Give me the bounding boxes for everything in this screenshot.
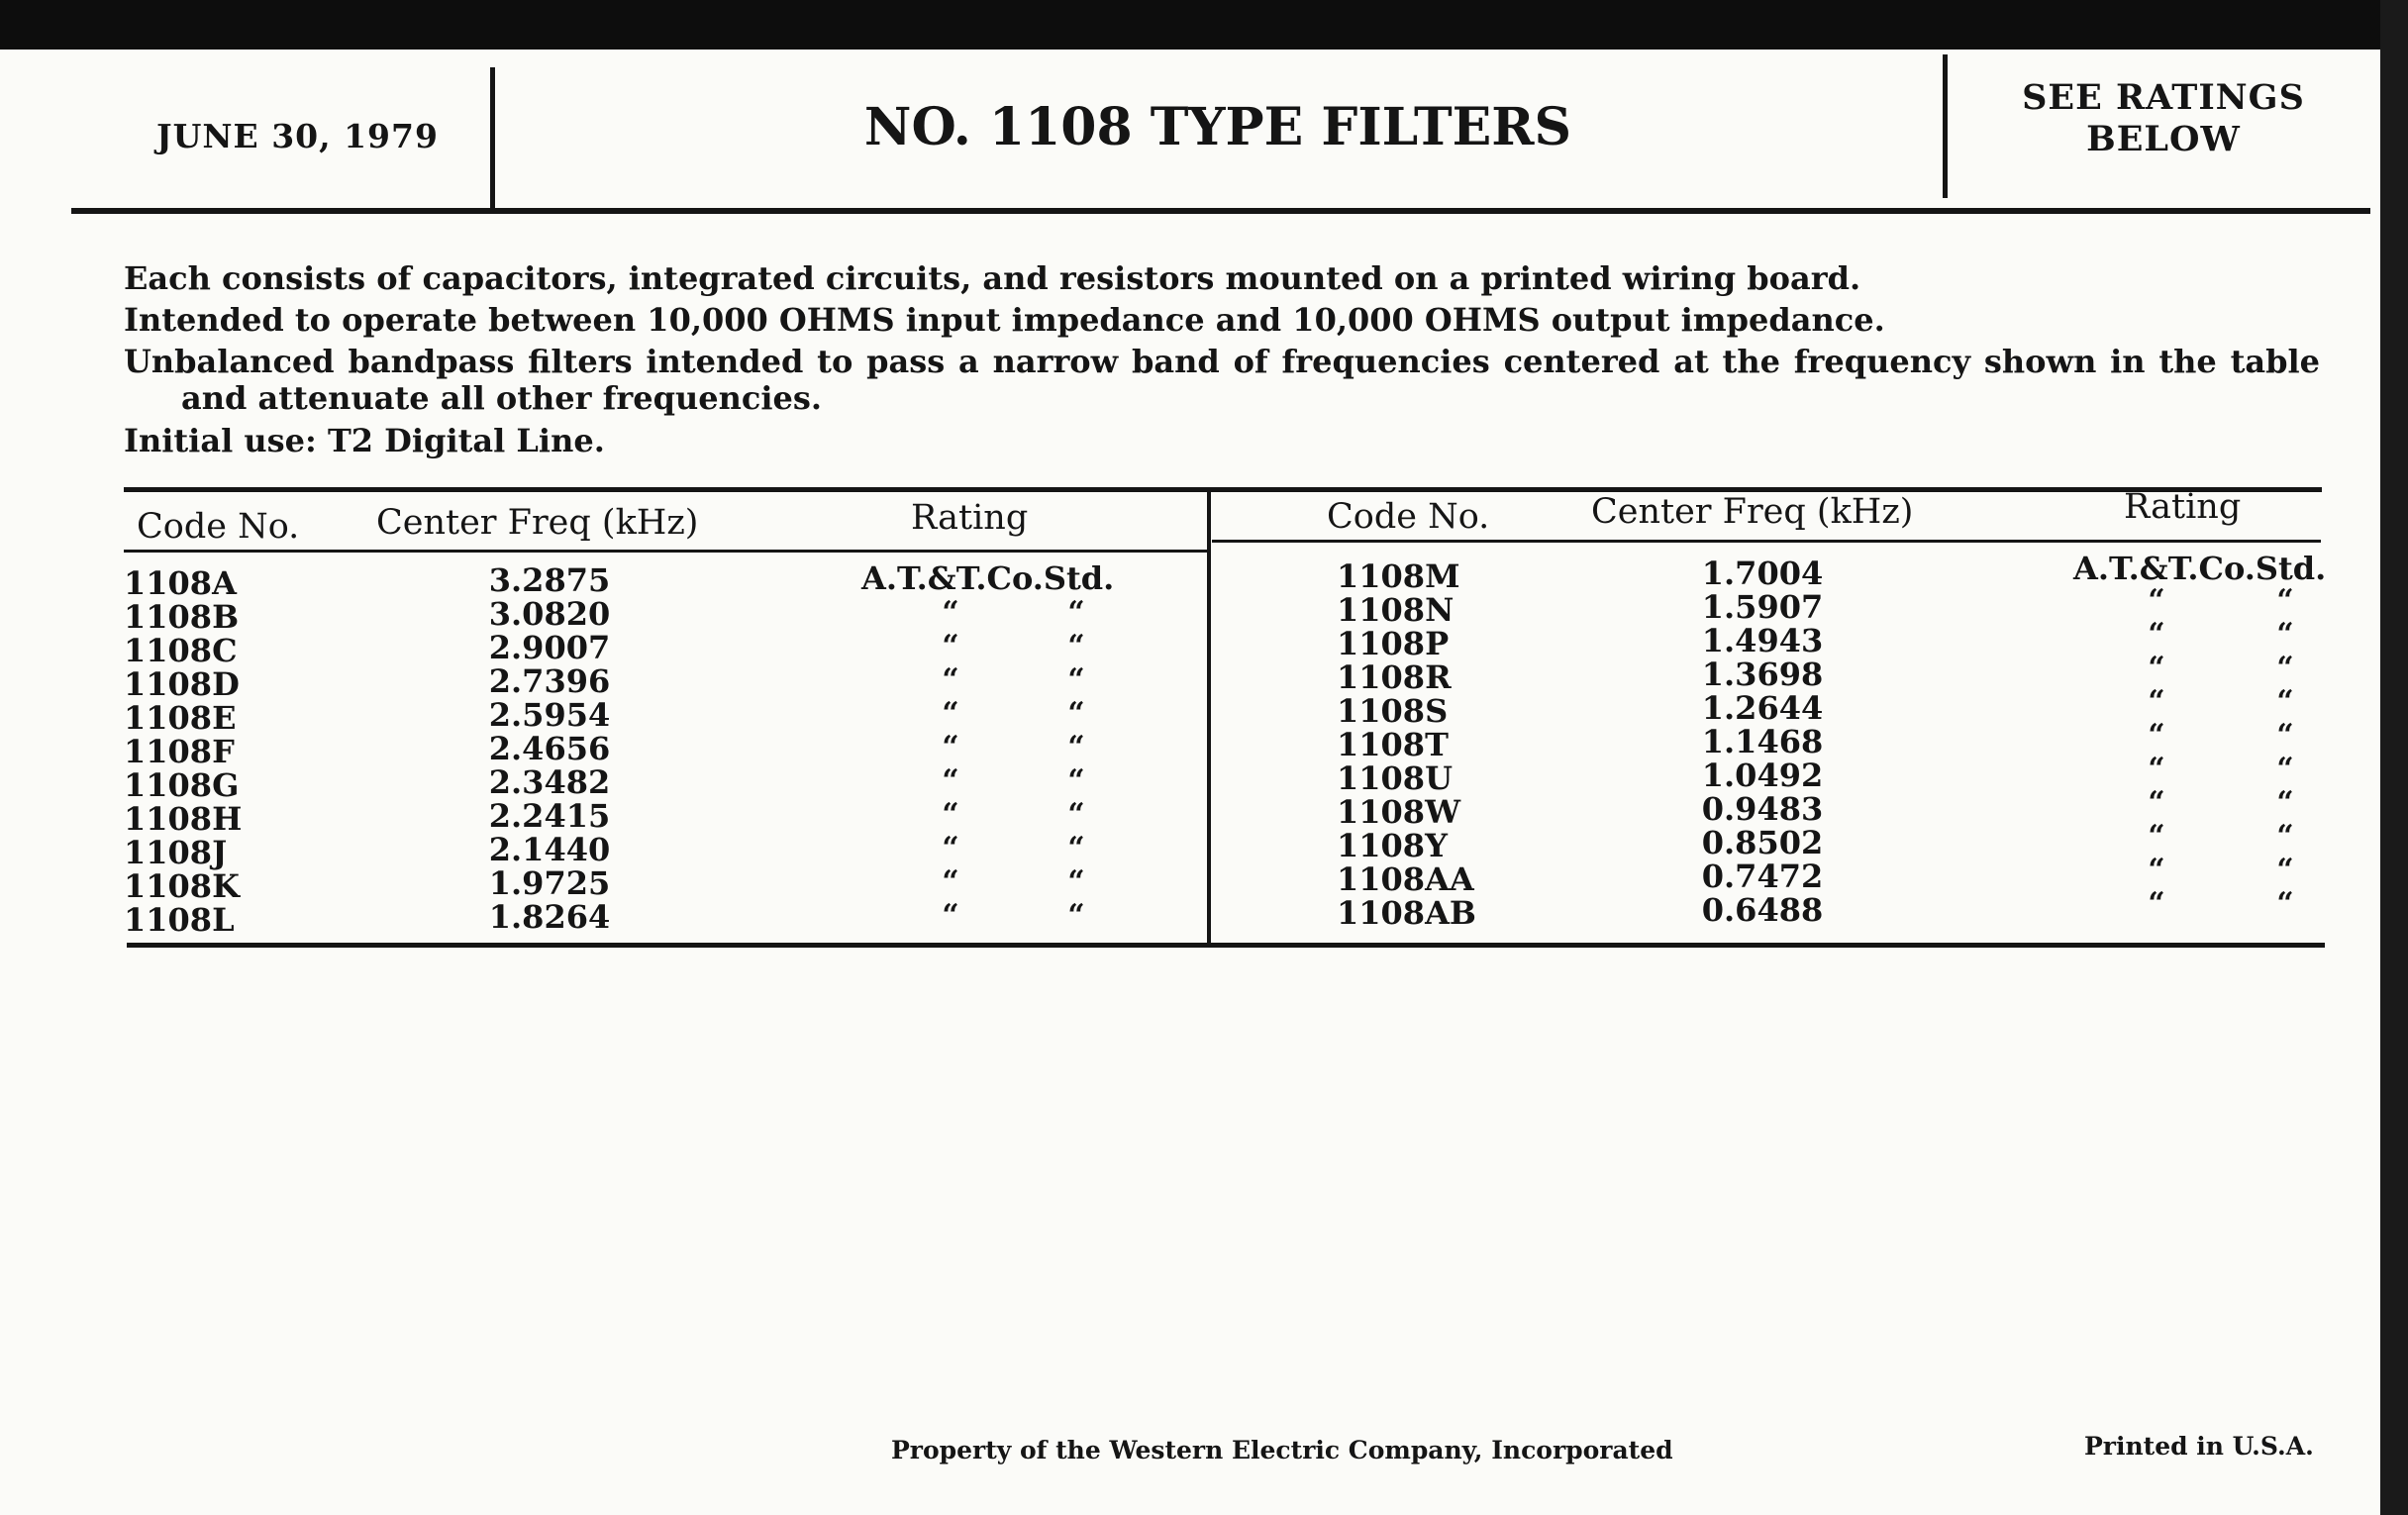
ditto-mark: “ bbox=[2148, 583, 2165, 618]
description-line-2: Intended to operate between 10,000 OHMS input impedance and 10,000 OHMS output impedance. bbox=[124, 301, 1885, 339]
ditto-mark: “ bbox=[942, 831, 959, 865]
code-cell: 1108E bbox=[124, 699, 237, 737]
code-cell: 1108L bbox=[124, 901, 235, 939]
code-cell: 1108B bbox=[124, 598, 240, 636]
ditto-mark: “ bbox=[2276, 752, 2294, 786]
ditto-mark: “ bbox=[1067, 763, 1085, 798]
left-header-code: Code No. bbox=[137, 507, 300, 547]
ditto-mark: “ bbox=[2276, 684, 2294, 719]
right-rating-std: A.T.&T.Co.Std. bbox=[2073, 550, 2327, 587]
right-ditto-column-b bbox=[2270, 584, 2300, 921]
ditto-mark: “ bbox=[2148, 752, 2165, 786]
right-ditto-column-a bbox=[2142, 584, 2171, 921]
freq-cell: 2.4656 bbox=[488, 730, 611, 767]
ditto-mark: “ bbox=[1067, 629, 1085, 663]
initial-use: Initial use: T2 Digital Line. bbox=[124, 422, 605, 459]
freq-cell: 1.4943 bbox=[1701, 622, 1824, 659]
freq-cell: 1.1468 bbox=[1701, 723, 1824, 760]
left-code-column bbox=[124, 566, 242, 937]
ditto-mark: “ bbox=[942, 730, 959, 764]
right-header-rating: Rating bbox=[2124, 487, 2242, 527]
right-code-column bbox=[1337, 559, 1476, 930]
header-divider-right bbox=[1943, 54, 1948, 198]
ditto-mark: “ bbox=[1067, 595, 1085, 630]
ditto-mark: “ bbox=[2148, 617, 2165, 652]
ditto-mark: “ bbox=[942, 864, 959, 899]
ratings-note bbox=[1956, 77, 2371, 160]
freq-cell: 1.7004 bbox=[1701, 555, 1824, 592]
table-bottom-rule bbox=[127, 943, 2325, 948]
ditto-mark: “ bbox=[2276, 718, 2294, 753]
freq-cell: 0.8502 bbox=[1701, 824, 1824, 861]
ditto-mark: “ bbox=[2148, 819, 2165, 854]
ditto-mark: “ bbox=[942, 595, 959, 630]
code-cell: 1108K bbox=[124, 867, 240, 905]
freq-cell: 1.0492 bbox=[1701, 757, 1824, 794]
table-center-divider bbox=[1207, 489, 1211, 945]
code-cell: 1108U bbox=[1337, 759, 1453, 797]
freq-cell: 0.6488 bbox=[1701, 891, 1824, 929]
ditto-mark: “ bbox=[942, 629, 959, 663]
freq-cell: 2.1440 bbox=[488, 831, 611, 868]
code-cell: 1108T bbox=[1337, 726, 1449, 763]
ditto-mark: “ bbox=[1067, 864, 1085, 899]
issue-date: JUNE 30, 1979 bbox=[156, 117, 439, 155]
freq-cell: 1.5907 bbox=[1701, 588, 1824, 626]
code-cell: 1108W bbox=[1337, 793, 1460, 831]
left-ditto-column-b bbox=[1061, 596, 1091, 933]
code-cell: 1108Y bbox=[1337, 827, 1448, 864]
ditto-mark: “ bbox=[942, 763, 959, 798]
freq-cell: 2.3482 bbox=[488, 763, 611, 801]
freq-cell: 3.0820 bbox=[488, 595, 611, 633]
ditto-mark: “ bbox=[2276, 853, 2294, 887]
code-cell: 1108P bbox=[1337, 625, 1450, 662]
code-cell: 1108F bbox=[124, 733, 235, 770]
table-header-rule-left bbox=[124, 550, 1208, 553]
printed-in: Printed in U.S.A. bbox=[2084, 1432, 2314, 1461]
ditto-mark: “ bbox=[2276, 583, 2294, 618]
header-rule bbox=[71, 208, 2370, 214]
ditto-mark: “ bbox=[1067, 898, 1085, 933]
ditto-mark: “ bbox=[2148, 651, 2165, 685]
code-cell: 1108G bbox=[124, 766, 240, 804]
ditto-mark: “ bbox=[2276, 886, 2294, 921]
right-header-freq: Center Freq (kHz) bbox=[1591, 492, 1914, 532]
freq-cell: 2.7396 bbox=[488, 662, 611, 700]
ditto-mark: “ bbox=[2148, 684, 2165, 719]
right-freq-column bbox=[1683, 556, 1842, 927]
ratings-note-line1: SEE RATINGS bbox=[2022, 77, 2305, 118]
code-cell: 1108N bbox=[1337, 591, 1455, 629]
code-cell: 1108C bbox=[124, 632, 238, 669]
ditto-mark: “ bbox=[1067, 797, 1085, 832]
code-cell: 1108D bbox=[124, 665, 240, 703]
left-header-rating: Rating bbox=[911, 498, 1029, 538]
left-ditto-column-a bbox=[936, 596, 965, 933]
left-header-freq: Center Freq (kHz) bbox=[376, 503, 699, 543]
ditto-mark: “ bbox=[2148, 785, 2165, 820]
left-freq-column bbox=[475, 563, 624, 934]
freq-cell: 2.2415 bbox=[488, 797, 611, 835]
freq-cell: 1.2644 bbox=[1701, 689, 1824, 727]
freq-cell: 1.8264 bbox=[488, 898, 611, 936]
ditto-mark: “ bbox=[1067, 696, 1085, 731]
right-header-code: Code No. bbox=[1327, 497, 1490, 537]
freq-cell: 3.2875 bbox=[488, 561, 611, 599]
freq-cell: 2.5954 bbox=[488, 696, 611, 734]
ditto-mark: “ bbox=[2148, 886, 2165, 921]
code-cell: 1108H bbox=[124, 800, 243, 838]
page-title: NO. 1108 TYPE FILTERS bbox=[863, 97, 1572, 157]
code-cell: 1108AA bbox=[1337, 860, 1474, 898]
code-cell: 1108M bbox=[1337, 557, 1460, 595]
code-cell: 1108A bbox=[124, 564, 237, 602]
ditto-mark: “ bbox=[2148, 853, 2165, 887]
ditto-mark: “ bbox=[1067, 730, 1085, 764]
ditto-mark: “ bbox=[1067, 831, 1085, 865]
code-cell: 1108J bbox=[124, 834, 228, 871]
ditto-mark: “ bbox=[942, 662, 959, 697]
freq-cell: 0.7472 bbox=[1701, 858, 1824, 895]
property-notice: Property of the Western Electric Company, Incorporated bbox=[891, 1436, 1673, 1464]
ditto-mark: “ bbox=[1067, 662, 1085, 697]
code-cell: 1108S bbox=[1337, 692, 1449, 730]
ditto-mark: “ bbox=[2276, 785, 2294, 820]
code-cell: 1108AB bbox=[1337, 894, 1476, 932]
scan-border bbox=[2380, 0, 2408, 1515]
freq-cell: 1.3698 bbox=[1701, 656, 1824, 693]
left-rating-std: A.T.&T.Co.Std. bbox=[861, 559, 1115, 597]
description-line-3: Unbalanced bandpass filters intended to pass a narrow band of frequencies centered at the frequency shown in the table bbox=[124, 343, 2320, 380]
ratings-note-line2: BELOW bbox=[2086, 119, 2241, 159]
ditto-mark: “ bbox=[2276, 819, 2294, 854]
ditto-mark: “ bbox=[942, 797, 959, 832]
freq-cell: 1.9725 bbox=[488, 864, 611, 902]
ditto-mark: “ bbox=[942, 696, 959, 731]
ditto-mark: “ bbox=[2276, 651, 2294, 685]
table-header-rule-right bbox=[1212, 540, 2321, 543]
freq-cell: 2.9007 bbox=[488, 629, 611, 666]
code-cell: 1108R bbox=[1337, 658, 1452, 696]
description-line-3-cont: and attenuate all other frequencies. bbox=[181, 379, 823, 417]
ditto-mark: “ bbox=[2276, 617, 2294, 652]
ditto-mark: “ bbox=[2148, 718, 2165, 753]
table-top-rule bbox=[124, 487, 2322, 492]
description-line-1: Each consists of capacitors, integrated circuits, and resistors mounted on a printed wiring board. bbox=[124, 259, 1861, 297]
freq-cell: 0.9483 bbox=[1701, 790, 1824, 828]
ditto-mark: “ bbox=[942, 898, 959, 933]
